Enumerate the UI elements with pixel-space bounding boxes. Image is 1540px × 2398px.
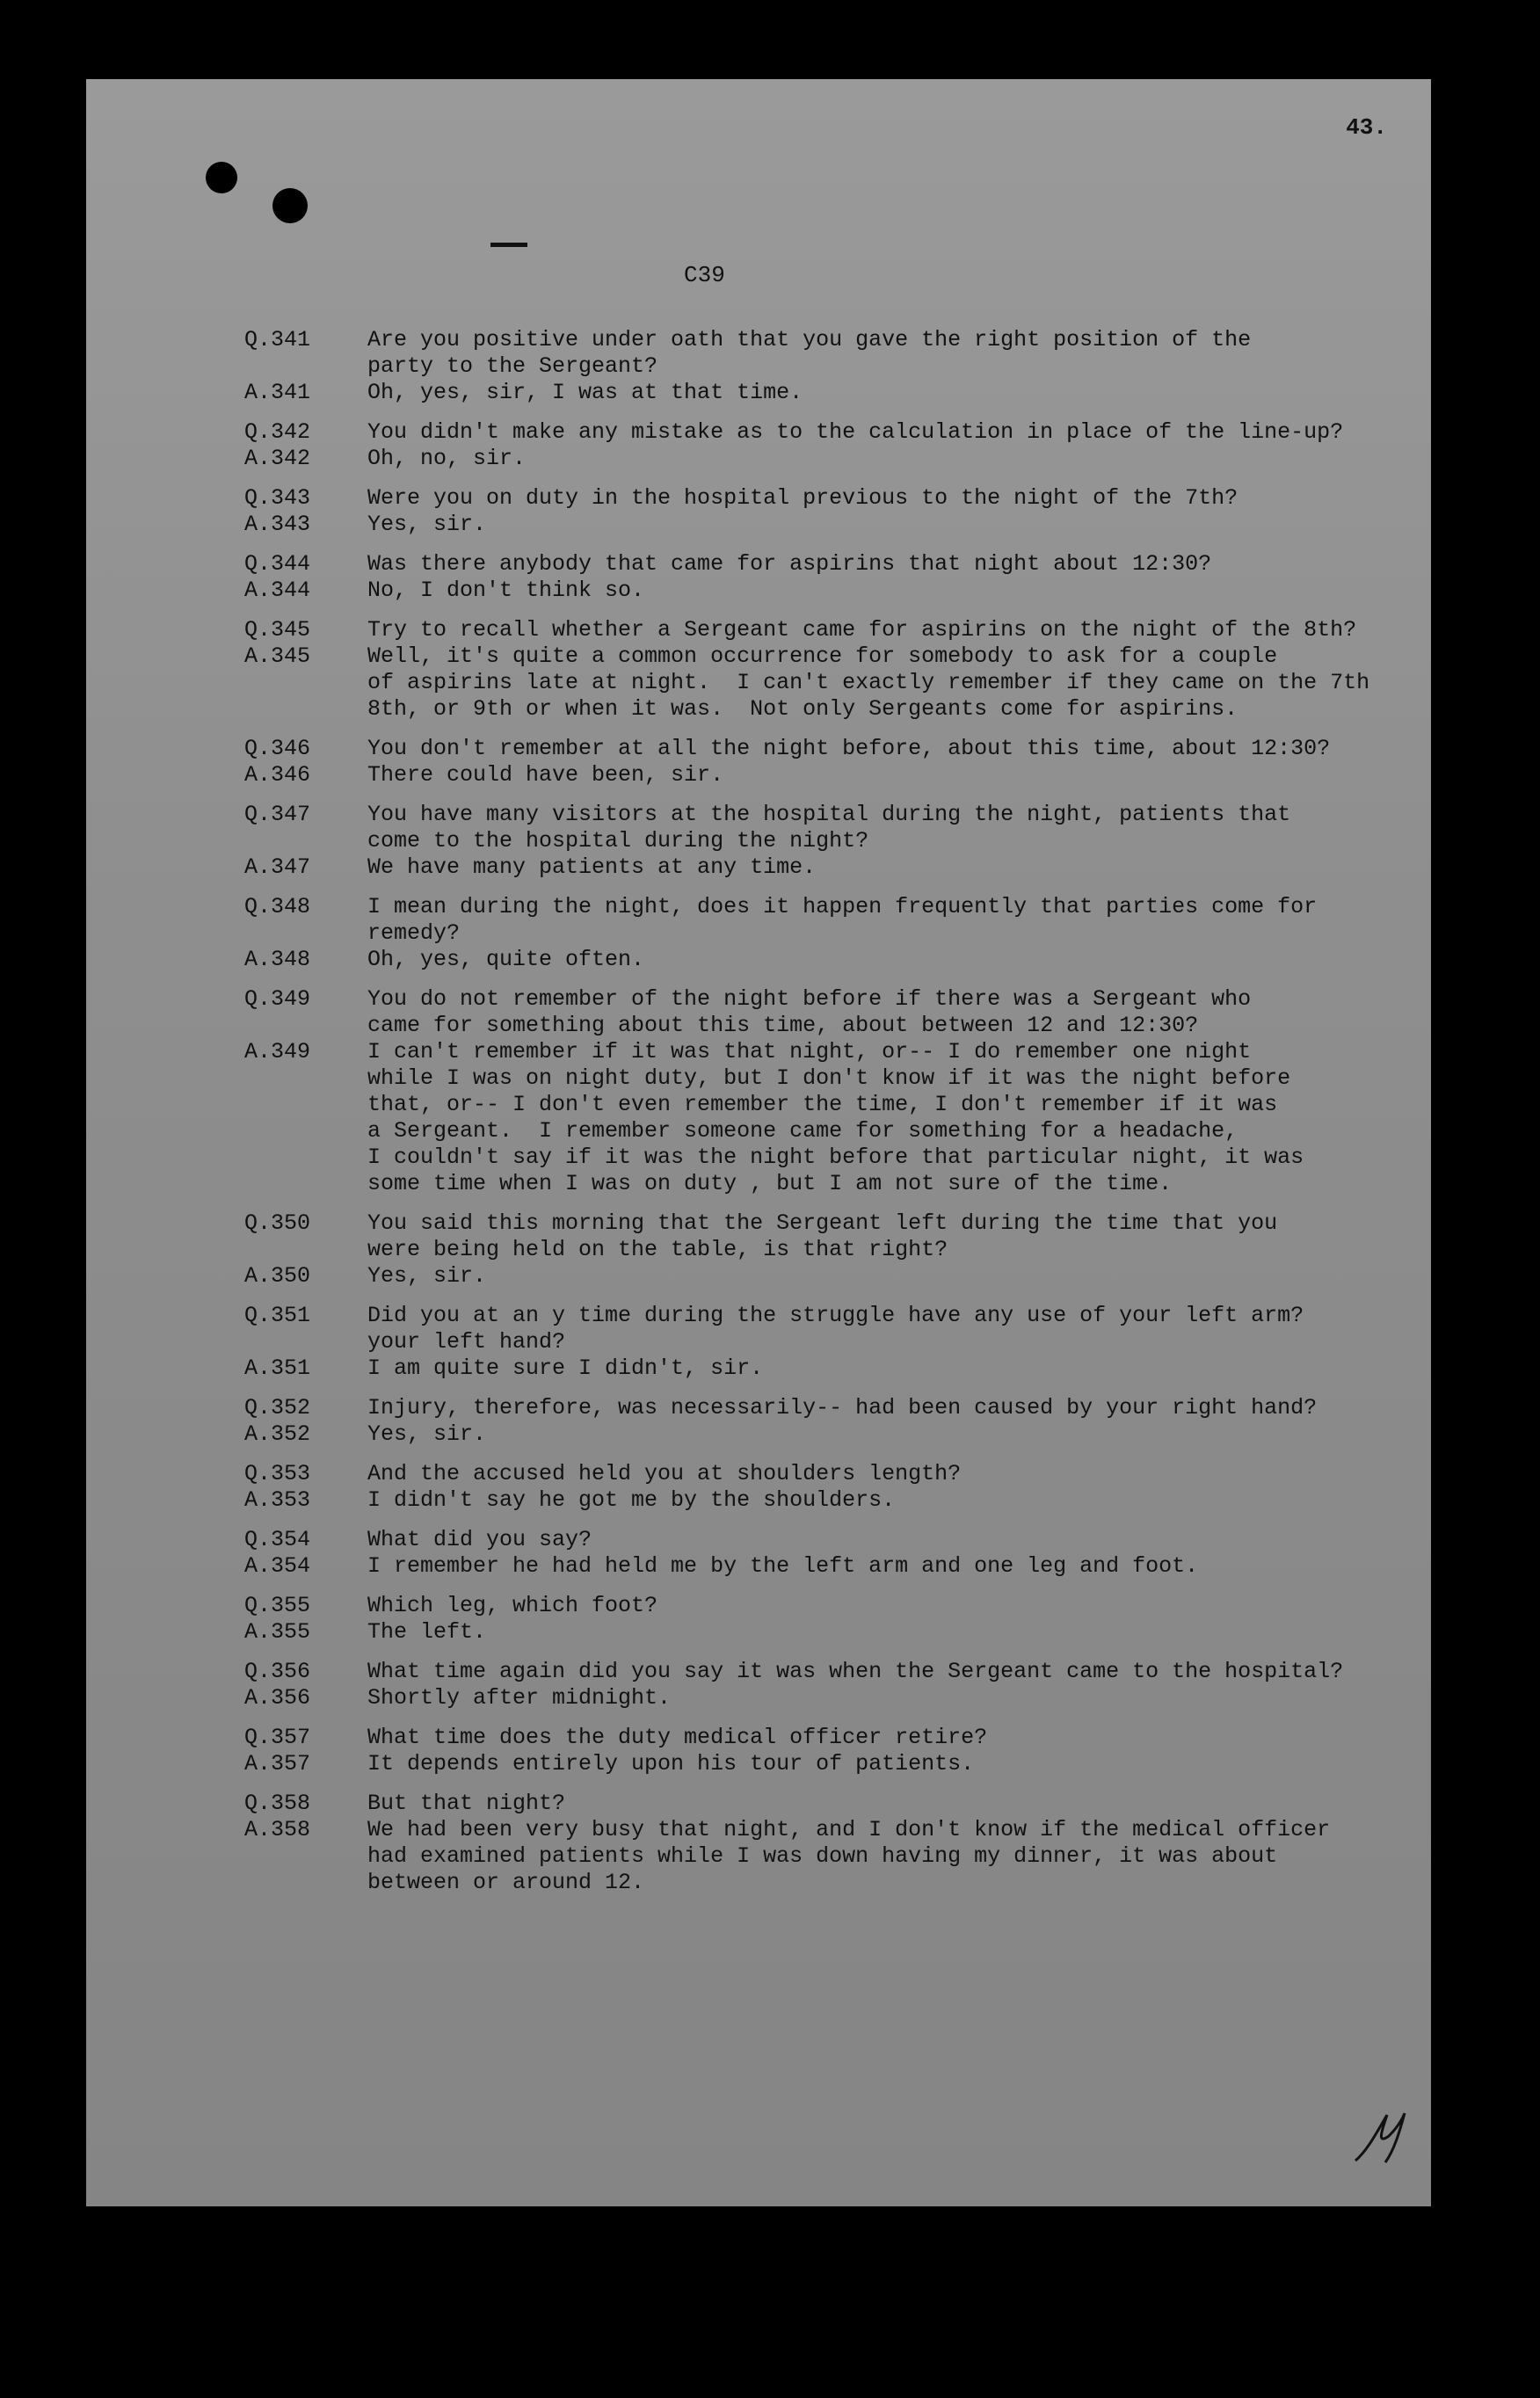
answer-line (244, 512, 1413, 538)
answer-number (244, 1870, 367, 1896)
question-number: Q.349 (244, 986, 311, 1012)
question-line (244, 1395, 1413, 1421)
question-text: remedy? (367, 920, 461, 946)
question-text: What time does the duty medical officer retire? (367, 1725, 988, 1750)
question-text: What did you say? (367, 1527, 592, 1552)
qa-block (244, 1791, 1413, 1896)
question-number: Q.358 (244, 1791, 311, 1816)
qa-block (244, 327, 1413, 406)
question-text: Are you positive under oath that you gave the right position of the (367, 327, 1252, 352)
answer-text: We have many patients at any time. (367, 854, 817, 880)
answer-number: A.350 (244, 1263, 311, 1289)
answer-line (244, 1685, 1413, 1711)
answer-number: A.342 (244, 446, 311, 471)
answer-number: A.341 (244, 380, 311, 405)
question-text: But that night? (367, 1791, 566, 1816)
document-code: C39 (684, 262, 725, 288)
answer-line (244, 1092, 1413, 1118)
answer-text: It depends entirely upon his tour of patients. (367, 1751, 975, 1777)
answer-number: A.344 (244, 578, 311, 603)
qa-block (244, 419, 1413, 472)
qa-block (244, 1303, 1413, 1382)
question-line (244, 1791, 1413, 1817)
question-text: You don't remember at all the night before, about this time, about 12:30? (367, 736, 1331, 761)
question-number: Q.345 (244, 617, 311, 643)
answer-line (244, 1065, 1413, 1092)
answer-line (244, 1263, 1413, 1290)
qa-block (244, 617, 1413, 723)
ink-mark (490, 243, 527, 247)
qa-block (244, 802, 1413, 881)
question-number: Q.350 (244, 1210, 311, 1236)
answer-line (244, 696, 1413, 723)
answer-line (244, 1144, 1413, 1171)
qa-block (244, 1461, 1413, 1514)
question-line (244, 1013, 1413, 1039)
answer-line (244, 670, 1413, 696)
question-number (244, 828, 367, 854)
answer-text: I remember he had held me by the left arm and one leg and foot. (367, 1553, 1199, 1579)
answer-text: Yes, sir. (367, 512, 487, 537)
question-number: Q.347 (244, 802, 311, 827)
question-number: Q.344 (244, 551, 311, 577)
question-line (244, 1527, 1413, 1553)
answer-number (244, 696, 367, 723)
question-text: were being held on the table, is that right? (367, 1237, 948, 1262)
question-line (244, 551, 1413, 578)
qa-block (244, 1593, 1413, 1646)
answer-number (244, 1843, 367, 1870)
question-line (244, 1210, 1413, 1237)
question-line (244, 1461, 1413, 1487)
answer-number: A.345 (244, 643, 311, 669)
answer-text: I couldn't say if it was the night before that particular night, it was (367, 1144, 1304, 1170)
question-number (244, 1013, 367, 1039)
question-text: your left hand? (367, 1329, 566, 1355)
answer-line (244, 1421, 1413, 1448)
answer-number: A.354 (244, 1553, 311, 1579)
answer-text: The left. (367, 1619, 487, 1645)
answer-text: 8th, or 9th or when it was. Not only Sergeants come for aspirins. (367, 696, 1239, 722)
answer-text: that, or-- I don't even remember the time, I don't remember if it was (367, 1092, 1278, 1117)
answer-number: A.357 (244, 1751, 311, 1777)
answer-number: A.349 (244, 1039, 311, 1065)
page-number: 43. (1346, 114, 1387, 141)
question-number: Q.355 (244, 1593, 311, 1618)
qa-block (244, 551, 1413, 604)
initials-signature (1350, 2106, 1412, 2168)
answer-line (244, 1843, 1413, 1870)
answer-text: I didn't say he got me by the shoulders. (367, 1487, 896, 1513)
question-text: Try to recall whether a Sergeant came for aspirins on the night of the 8th? (367, 617, 1357, 643)
question-number: Q.343 (244, 485, 311, 511)
answer-line (244, 1751, 1413, 1777)
transcript (244, 327, 1413, 1909)
question-line (244, 1329, 1413, 1355)
question-line (244, 828, 1413, 854)
answer-line (244, 1487, 1413, 1514)
qa-block (244, 1395, 1413, 1448)
answer-text: Yes, sir. (367, 1421, 487, 1447)
question-text: party to the Sergeant? (367, 353, 658, 379)
answer-text: some time when I was on duty , but I am not sure of the time. (367, 1171, 1173, 1196)
answer-number (244, 1092, 367, 1118)
answer-text: while I was on night duty, but I don't know if it was the night before (367, 1065, 1291, 1091)
answer-line (244, 1171, 1413, 1197)
question-number (244, 920, 367, 947)
question-line (244, 327, 1413, 353)
answer-text: I am quite sure I didn't, sir. (367, 1355, 764, 1381)
question-number: Q.351 (244, 1303, 311, 1328)
question-line (244, 419, 1413, 446)
answer-number (244, 1171, 367, 1197)
answer-line (244, 1355, 1413, 1382)
answer-number (244, 1118, 367, 1144)
question-line (244, 1237, 1413, 1263)
question-text: What time again did you say it was when the Sergeant came to the hospital? (367, 1659, 1344, 1684)
question-text: I mean during the night, does it happen frequently that parties come for (367, 894, 1318, 919)
qa-block (244, 736, 1413, 788)
punch-hole (206, 162, 237, 193)
question-text: come to the hospital during the night? (367, 828, 869, 854)
answer-text: No, I don't think so. (367, 578, 645, 603)
question-text: Which leg, which foot? (367, 1593, 658, 1618)
question-number: Q.346 (244, 736, 311, 761)
question-line (244, 802, 1413, 828)
question-line (244, 736, 1413, 762)
answer-number: A.343 (244, 512, 311, 537)
question-text: You said this morning that the Sergeant left during the time that you (367, 1210, 1278, 1236)
answer-text: Oh, no, sir. (367, 446, 527, 471)
question-line (244, 1725, 1413, 1751)
answer-number: A.356 (244, 1685, 311, 1711)
qa-block (244, 894, 1413, 973)
answer-text: had examined patients while I was down having my dinner, it was about (367, 1843, 1278, 1869)
answer-number: A.351 (244, 1355, 311, 1381)
answer-text: Well, it's quite a common occurrence for somebody to ask for a couple (367, 643, 1278, 669)
answer-line (244, 1039, 1413, 1065)
question-line (244, 1303, 1413, 1329)
question-text: Was there anybody that came for aspirins that night about 12:30? (367, 551, 1212, 577)
question-number: Q.356 (244, 1659, 311, 1684)
qa-block (244, 1725, 1413, 1777)
answer-text: Oh, yes, quite often. (367, 947, 645, 972)
answer-number (244, 1144, 367, 1171)
punch-hole (272, 188, 308, 223)
answer-line (244, 380, 1413, 406)
question-line (244, 920, 1413, 947)
question-number: Q.342 (244, 419, 311, 445)
document-page (86, 79, 1431, 2206)
answer-text: We had been very busy that night, and I don't know if the medical officer (367, 1817, 1331, 1842)
qa-block (244, 485, 1413, 538)
qa-block (244, 1527, 1413, 1580)
question-line (244, 894, 1413, 920)
qa-block (244, 1659, 1413, 1711)
question-number: Q.352 (244, 1395, 311, 1421)
answer-text: Shortly after midnight. (367, 1685, 672, 1711)
answer-line (244, 1817, 1413, 1843)
question-number: Q.353 (244, 1461, 311, 1486)
answer-number: A.358 (244, 1817, 311, 1842)
answer-text: a Sergeant. I remember someone came for something for a headache, (367, 1118, 1239, 1144)
question-line (244, 1659, 1413, 1685)
question-number: Q.341 (244, 327, 311, 352)
answer-line (244, 446, 1413, 472)
answer-line (244, 854, 1413, 881)
answer-line (244, 1619, 1413, 1646)
answer-text: between or around 12. (367, 1870, 645, 1895)
question-number: Q.357 (244, 1725, 311, 1750)
answer-number: A.347 (244, 854, 311, 880)
question-number (244, 353, 367, 380)
qa-block (244, 1210, 1413, 1290)
question-line (244, 353, 1413, 380)
answer-line (244, 1553, 1413, 1580)
answer-number: A.352 (244, 1421, 311, 1447)
question-text: You do not remember of the night before if there was a Sergeant who (367, 986, 1252, 1012)
question-text: came for something about this time, about between 12 and 12:30? (367, 1013, 1199, 1038)
question-line (244, 986, 1413, 1013)
question-text: Were you on duty in the hospital previous to the night of the 7th? (367, 485, 1239, 511)
answer-line (244, 1870, 1413, 1896)
question-text: Injury, therefore, was necessarily-- had been caused by your right hand? (367, 1395, 1318, 1421)
answer-line (244, 1118, 1413, 1144)
answer-line (244, 578, 1413, 604)
answer-text: Yes, sir. (367, 1263, 487, 1289)
question-number: Q.354 (244, 1527, 311, 1552)
answer-number (244, 1065, 367, 1092)
question-text: And the accused held you at shoulders length? (367, 1461, 962, 1486)
answer-text: Oh, yes, sir, I was at that time. (367, 380, 803, 405)
question-text: You have many visitors at the hospital during the night, patients that (367, 802, 1291, 827)
answer-number: A.348 (244, 947, 311, 972)
answer-line (244, 643, 1413, 670)
question-number: Q.348 (244, 894, 311, 919)
question-line (244, 1593, 1413, 1619)
answer-text: I can't remember if it was that night, or-- I do remember one night (367, 1039, 1252, 1065)
question-text: Did you at an y time during the struggle have any use of your left arm? (367, 1303, 1304, 1328)
answer-number: A.346 (244, 762, 311, 788)
question-number (244, 1329, 367, 1355)
question-number (244, 1237, 367, 1263)
question-text: You didn't make any mistake as to the calculation in place of the line-up? (367, 419, 1344, 445)
answer-text: There could have been, sir. (367, 762, 724, 788)
answer-number (244, 670, 367, 696)
answer-number: A.353 (244, 1487, 311, 1513)
answer-line (244, 762, 1413, 788)
answer-text: of aspirins late at night. I can't exactly remember if they came on the 7th (367, 670, 1370, 695)
qa-block (244, 986, 1413, 1197)
answer-number: A.355 (244, 1619, 311, 1645)
question-line (244, 617, 1413, 643)
answer-line (244, 947, 1413, 973)
question-line (244, 485, 1413, 512)
